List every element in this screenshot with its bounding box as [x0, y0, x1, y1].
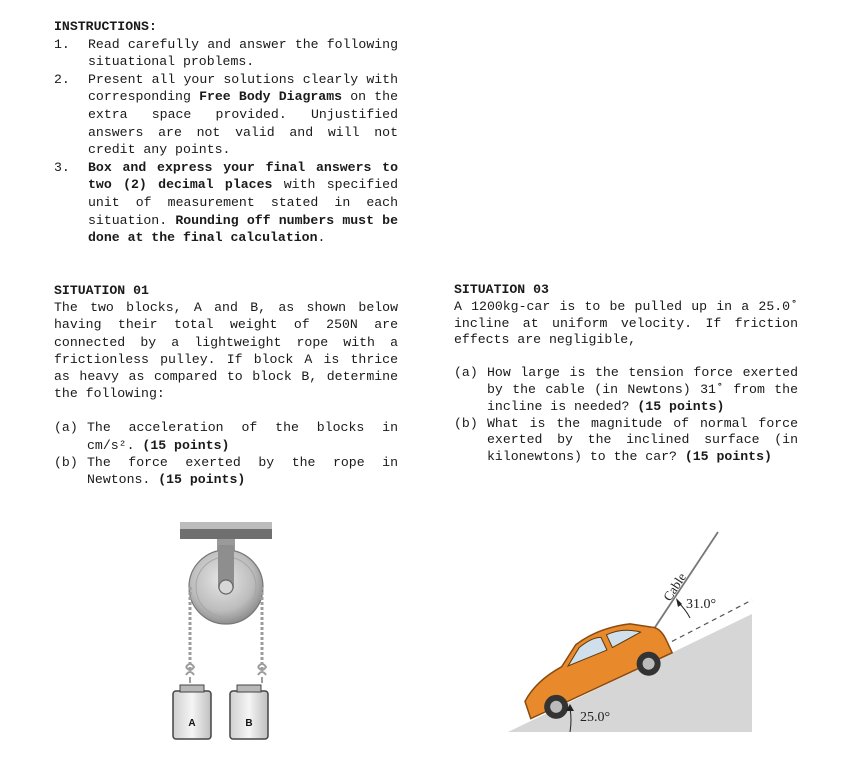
- instruction-item: [54, 36, 398, 71]
- instruction-number: 2.: [54, 71, 70, 87]
- cable-label: Cable: [659, 570, 690, 604]
- pulley-diagram: [160, 515, 290, 750]
- question-text: The force exerted by the rope in Newtons.: [87, 454, 398, 488]
- instruction-number: 3.: [54, 159, 70, 175]
- question-points: (15 points): [637, 398, 725, 414]
- instruction-text: Present all your solutions clearly with corresponding: [88, 71, 398, 105]
- question-points: (15 points): [142, 437, 230, 453]
- pulley-axle: [219, 580, 233, 594]
- situation-01-questions: [54, 419, 398, 488]
- incline-car-diagram: [500, 530, 760, 740]
- question-item: [454, 365, 798, 415]
- cable-angle-label: 31.0°: [686, 597, 717, 612]
- instructions-heading: INSTRUCTIONS:: [54, 19, 157, 34]
- question-label: (b): [454, 415, 478, 431]
- instruction-bold-text: Box and express your final answers to two (2) decimal places: [88, 159, 398, 193]
- instruction-text: .: [317, 230, 326, 246]
- question-item: [54, 454, 398, 488]
- question-label: (b): [54, 454, 78, 470]
- situation-03-questions: [454, 365, 798, 466]
- block-a-label: A: [188, 718, 196, 729]
- incline-angle-label: 25.0°: [580, 710, 611, 725]
- question-text: What is the magnitude of normal force exerted by the inclined surface (in kilonewtons) to the car?: [487, 415, 798, 465]
- question-points: (15 points): [684, 449, 772, 465]
- hook-left: [186, 664, 194, 683]
- instruction-text: with specified unit of measurement stated in each situation.: [88, 177, 398, 228]
- instruction-item: [54, 71, 398, 159]
- block-b-top: [237, 685, 261, 692]
- instruction-bold-text: Rounding off numbers must be done at the final calculation: [88, 212, 398, 246]
- instruction-text: Read carefully and answer the following situational problems.: [88, 36, 398, 70]
- situation-03-description: A 1200kg-car is to be pulled up in a 25.0˚ incline at uniform velocity. If friction effects are negligible,: [454, 298, 798, 348]
- situation-03-section: [454, 282, 798, 466]
- instructions-section: [54, 18, 398, 247]
- block-b-label: B: [245, 718, 253, 729]
- question-item: [454, 416, 798, 466]
- situation-01-section: [54, 282, 398, 488]
- instruction-number: 1.: [54, 36, 70, 52]
- instruction-item: [54, 159, 398, 247]
- situation-03-title: SITUATION 03: [454, 282, 549, 297]
- instruction-bold-text: Free Body Diagrams: [199, 89, 343, 105]
- block-a: [173, 691, 211, 739]
- ceiling-beam: [180, 522, 272, 529]
- question-label: (a): [54, 420, 78, 436]
- block-b: [230, 691, 268, 739]
- situation-01-title: SITUATION 01: [54, 283, 149, 298]
- instructions-list: [54, 36, 398, 247]
- block-a-top: [180, 685, 204, 692]
- question-text: How large is the tension force exerted by the cable (in Newtons) 31˚ from the incline is needed?: [487, 365, 798, 414]
- question-label: (a): [454, 365, 478, 381]
- question-text: The acceleration of the blocks in cm/s².: [87, 420, 398, 453]
- hook-right: [258, 664, 266, 683]
- ceiling-beam-shadow: [180, 529, 272, 539]
- situation-01-description: The two blocks, A and B, as shown below having their total weight of 250N are connected by a lightweight rope with a frictionless pulley. If block A is thrice as heavy as compared to block B, determine the following:: [54, 300, 398, 402]
- question-item: [54, 419, 398, 453]
- instruction-text: on the extra space provided. Unjustified answers are not valid and will not credit any points.: [88, 89, 398, 158]
- question-points: (15 points): [158, 472, 246, 488]
